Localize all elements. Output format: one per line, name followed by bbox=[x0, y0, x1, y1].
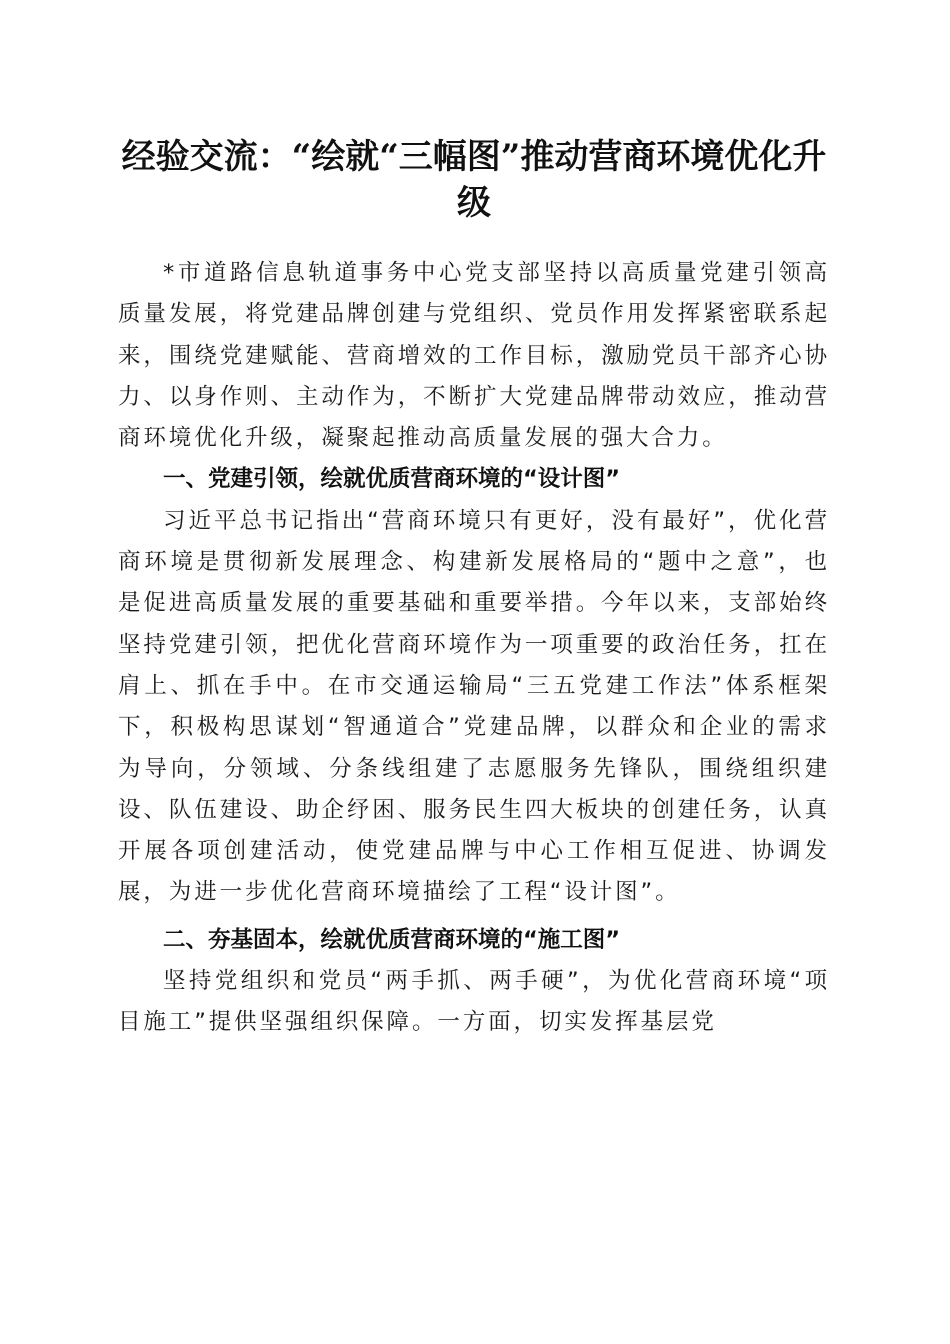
intro-paragraph: *市道路信息轨道事务中心党支部坚持以高质量党建引领高质量发展，将党建品牌创建与党组织、党员作用发挥紧密联系起来，围绕党建赋能、营商增效的工作目标，激励党员干部齐心协力、以身作则、主动作为，不断扩大党建品牌带动效应，推动营商环境优化升级，凝聚起推动高质量发展的强大合力。 bbox=[118, 260, 830, 452]
section-paragraph-1: 习近平总书记指出“营商环境只有更好，没有最好”，优化营商环境是贯彻新发展理念、构建新发展格局的“题中之意”，也是促进高质量发展的重要基础和重要举措。今年以来，支部始终坚持党建引领，把优化营商环境作为一项重要的政治任务，扛在肩上、抓在手中。在市交通运输局“三五党建工作法”体系框架下，积极构思谋划“智通道合”党建品牌，以群众和企业的需求为导向，分领域、分条线组建了志愿服务先锋队，围绕组织建设、队伍建设、助企纾困、服务民生四大板块的创建任务，认真开展各项创建活动，使党建品牌与中心工作相互促进、协调发展，为进一步优化营商环境描绘了工程“设计图”。 bbox=[118, 507, 830, 906]
section-heading-2: 二、夯基固本，绘就优质营商环境的“施工图” bbox=[163, 926, 621, 953]
section-heading-1: 一、党建引领，绘就优质营商环境的“设计图” bbox=[163, 466, 621, 493]
section-paragraph-2: 坚持党组织和党员“两手抓、两手硬”，为优化营商环境“项目施工”提供坚强组织保障。一方面，切实发挥基层党 bbox=[118, 968, 830, 1036]
document-body bbox=[118, 253, 830, 1044]
document-title: 经验交流：“绘就“三幅图”推动营商环境优化升级 bbox=[121, 137, 827, 223]
